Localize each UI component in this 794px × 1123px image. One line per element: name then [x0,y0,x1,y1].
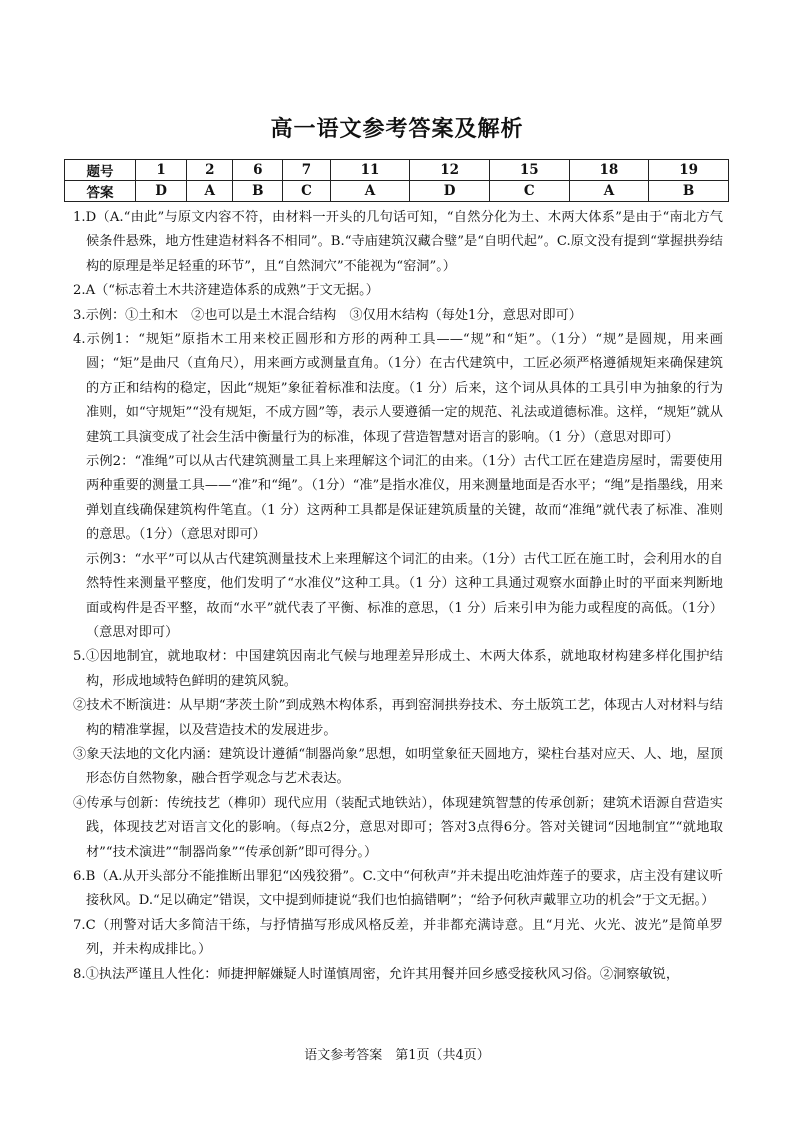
page-title: 高一语文参考答案及解析 [270,116,524,142]
answer-explanations [73,206,723,987]
answer-q3: 3.示例：①土和木 ②也可以是土木混合结构 ③仅用木结构（每处1分，意思对即可） [73,307,582,323]
answer-q2: 2.A（“标志着土木共济建造体系的成熟”于文无据。） [73,283,379,299]
answer-letter: A [187,181,233,202]
answer-q5-point1: 5.①因地制宜，就地取材：中国建筑因南北气候与地理差异形成土、木两大体系，就地取材构建多样化围护结构，形成地域特色鲜明的建筑风貌。 [73,649,723,689]
answer-letter: C [489,181,569,202]
answer-q4-example2: 示例2：“准绳”可以从古代建筑测量工具上来理解这个词汇的由来。（1分）古代工匠在建造房屋时，需要使用两种重要的测量工具——“准”和“绳”。（1分）“准”是指水准仪，用来测量地面是否水平；“绳”是指墨线，用来弹划直线确保建筑构件笔直。（1 分）这两种工具都是保证建筑质量的关键，故而“准绳”就代表了标准、准则的意思。（1分）（意思对即可） [86,454,723,543]
question-number: 1 [136,160,187,181]
question-number: 2 [187,160,233,181]
question-number: 18 [569,160,649,181]
answer-letter: A [330,181,410,202]
row-label-number: 题号 [65,160,136,181]
answer-letter: B [649,181,729,202]
answer-letter: D [136,181,187,202]
answer-letter: D [410,181,490,202]
question-number: 7 [283,160,330,181]
row-label-answer: 答案 [65,181,136,202]
answer-q5-point2: ②技术不断演进：从早期“茅茨土阶”到成熟木构体系，再到窑洞拱券技术、夯土版筑工艺，体现古人对材料与结构的精准掌握，以及营造技术的发展进步。 [73,698,723,738]
answer-q1: 1.D（A.“由此”与原文内容不符，由材料一开头的几句话可知，“自然分化为土、木两大体系”是由于“南北方气候条件悬殊，地方性建造材料各不相同”。B.“寺庙建筑汉藏合璧”是“自明代起”。C.原文没有提到“掌握拱券结构的原理是举足轻重的环节”，且“自然洞穴”不能视为“窑洞”。） [73,210,723,274]
question-number: 12 [410,160,490,181]
answer-q4-example1: 4.示例1：“规矩”原指木工用来校正圆形和方形的两种工具——“规”和“矩”。（1分）“规”是圆规，用来画圆；“矩”是曲尺（直角尺），用来画方或测量直角。（1分）在古代建筑中，工匠必须严格遵循规矩来确保建筑的方正和结构的稳定，因此“规矩”象征着标准和法度。（1 分）后来，这个词从具体的工具引申为抽象的行为准则，如“守规矩”“没有规矩，不成方圆”等，表示人要遵循一定的规范、礼法或道德标准。这样，“规矩”就从建筑工具演变成了社会生活中衡量行为的标准，体现了营造智慧对语言的影响。（1 分）（意思对即可） [73,332,723,445]
answer-letter: B [233,181,283,202]
question-number: 6 [233,160,283,181]
question-number: 15 [489,160,569,181]
answer-q8: 8.①执法严谨且人性化：师捷押解嫌疑人时谨慎周密，允许其用餐并回乡感受接秋风习俗。②洞察敏锐， [73,966,680,982]
answer-q5-point3: ③象天法地的文化内涵：建筑设计遵循“制器尚象”思想，如明堂象征天圆地方，梁柱台基对应天、人、地，屋顶形态仿自然物象，融合哲学观念与艺术表达。 [73,746,723,787]
answer-q6: 6.B（A.从开头部分不能推断出罪犯“凶残狡猾”。C.文中“何秋声”并未提出吃油炸莲子的要求，店主没有建议听接秋风。D.“足以确定”错误，文中提到师捷说“我们也怕搞错啊”；“给予何秋声戴罪立功的机会”于文无据。） [73,868,723,909]
answer-row [65,181,729,202]
page-footer: 语文参考答案 第1页（共4页） [304,1048,490,1063]
answer-table [64,159,729,202]
answer-q7: 7.C（刑警对话大多简洁干练，与抒情描写形成风格反差，并非都充满诗意。且“月光、火光、波光”是简单罗列，并未构成排比。） [73,917,723,958]
answer-letter: A [569,181,649,202]
answer-q5-point4: ④传承与创新：传统技艺（榫卯）现代应用（装配式地铁站），体现建筑智慧的传承创新；建筑术语源自营造实践，体现技艺对语言文化的影响。（每点2分，意思对即可；答对3点得6分。答对关键词“因地制宜”“就地取材”“技术演进”“制器尚象”“传承创新”即可得分。） [73,795,723,860]
question-number: 19 [649,160,729,181]
question-number-row [65,160,729,181]
answer-q4-example3: 示例3：“水平”可以从古代建筑测量技术上来理解这个词汇的由来。（1分）古代工匠在施工时，会利用水的自然特性来测量平整度，他们发明了“水准仪”这种工具。（1 分）这种工具通过观察水面静止时的平面来判断地面或构件是否平整，故而“水平”就代表了平衡、标准的意思，（1 分）后来引申为能力或程度的高低。（1分）（意思对即可） [86,551,723,640]
question-number: 11 [330,160,410,181]
answer-letter: C [283,181,330,202]
